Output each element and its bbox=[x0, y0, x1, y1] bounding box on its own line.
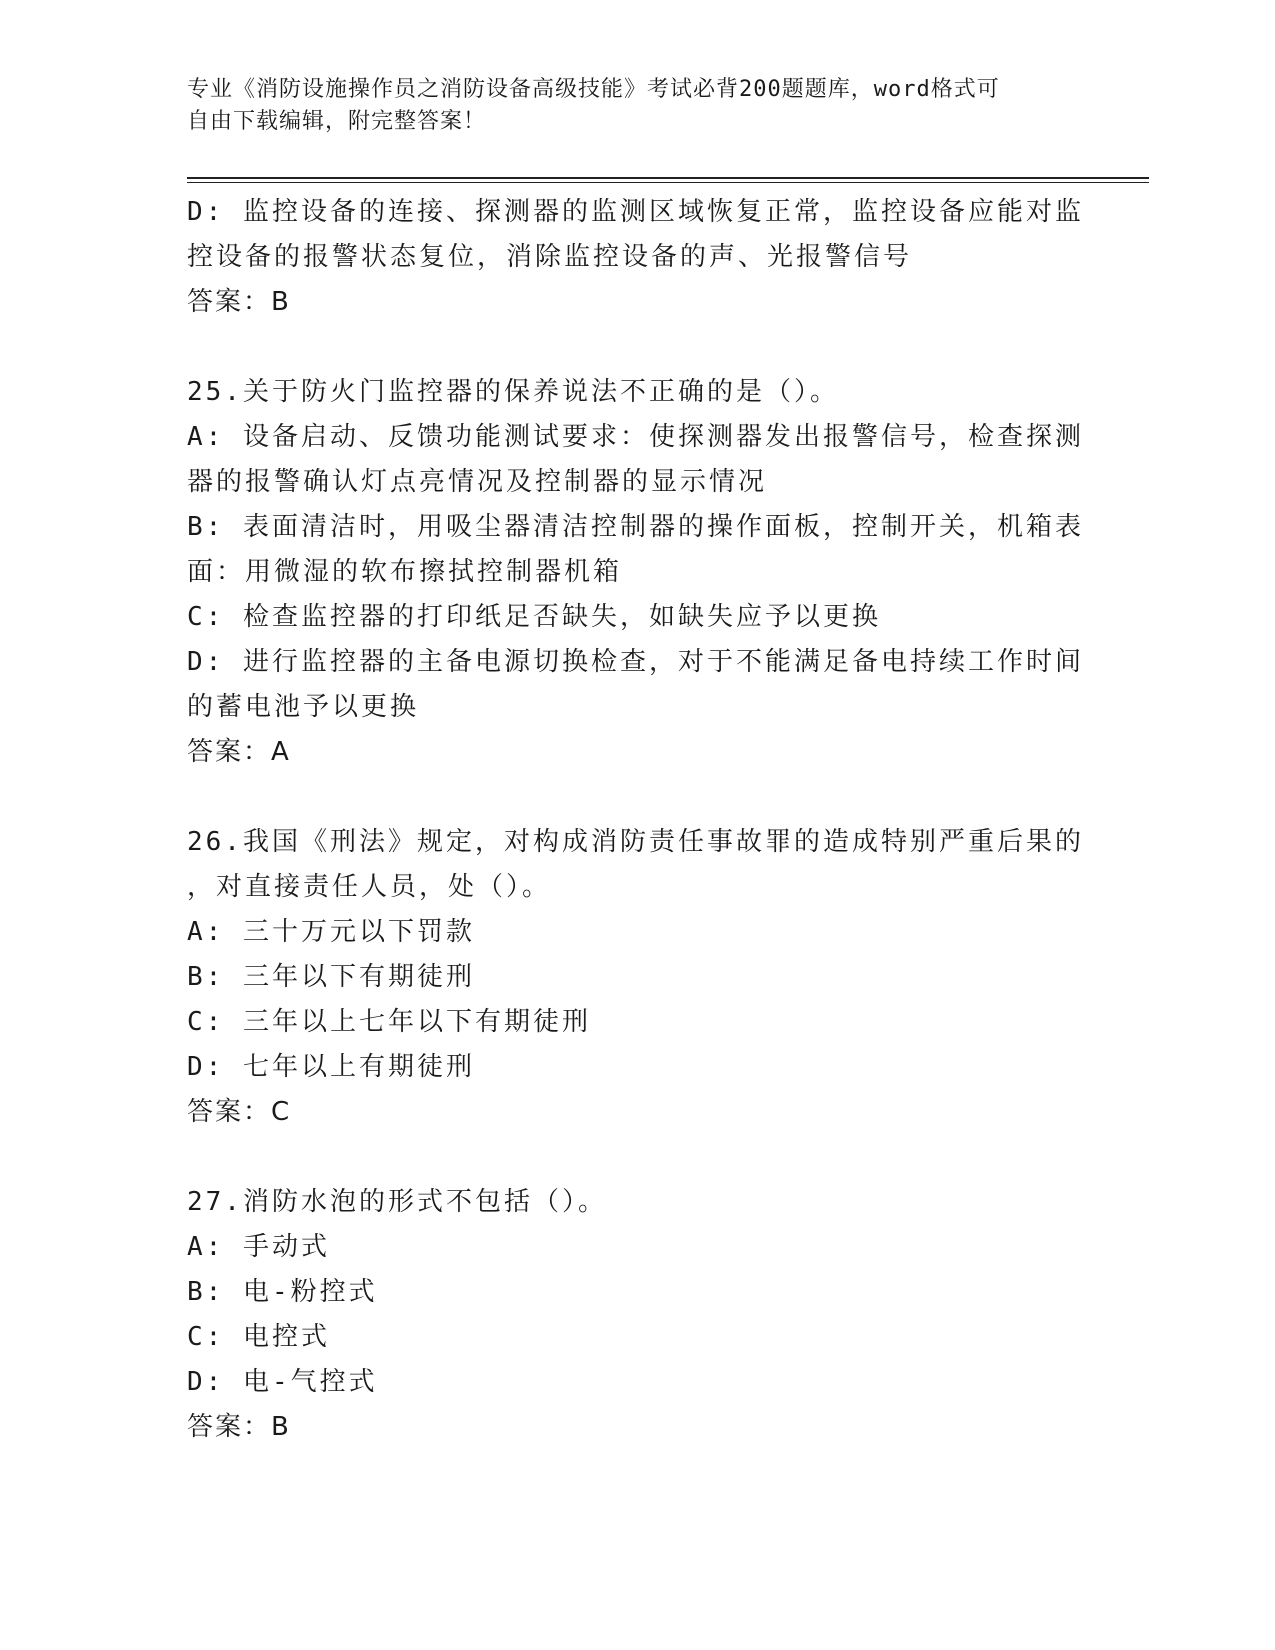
option-b-line-2: 面：用微湿的软布擦拭控制器机箱 bbox=[187, 557, 623, 587]
question-list bbox=[187, 190, 1087, 1450]
option-a-line-2: 器的报警确认灯点亮情况及控制器的显示情况 bbox=[187, 467, 768, 497]
answer-line: 答案：B bbox=[187, 287, 291, 317]
answer-line: 答案：C bbox=[187, 1097, 292, 1127]
header-line-1: 专业《消防设施操作员之消防设备高级技能》考试必背200题题库，word格式可 bbox=[187, 77, 1000, 102]
option-d-line-2: 控设备的报警状态复位，消除监控设备的声、光报警信号 bbox=[187, 242, 913, 272]
header-divider-thin bbox=[187, 182, 1149, 183]
question-25 bbox=[187, 370, 1087, 775]
header-divider-thick bbox=[187, 177, 1149, 179]
question-26 bbox=[187, 820, 1087, 1135]
spacer bbox=[187, 325, 1087, 370]
question-stem: 27.消防水泡的形式不包括（）。 bbox=[187, 1187, 607, 1217]
header-line-2: 自由下载编辑，附完整答案！ bbox=[187, 109, 487, 134]
option-d: D: 电-气控式 bbox=[187, 1367, 378, 1397]
answer-line: 答案：B bbox=[187, 1412, 291, 1442]
previous-question-tail bbox=[187, 190, 1087, 325]
option-b: B: 电-粉控式 bbox=[187, 1277, 378, 1307]
option-c: C: 三年以上七年以下有期徒刑 bbox=[187, 1007, 591, 1037]
option-d: D: 七年以上有期徒刑 bbox=[187, 1052, 475, 1082]
document-header bbox=[187, 74, 1067, 138]
question-stem-line-2: ，对直接责任人员，处（）。 bbox=[187, 872, 552, 902]
option-c: C: 检查监控器的打印纸足否缺失，如缺失应予以更换 bbox=[187, 602, 881, 632]
answer-line: 答案：A bbox=[187, 737, 291, 767]
option-d-line-2: 的蓄电池予以更换 bbox=[187, 692, 420, 722]
question-stem: 25.关于防火门监控器的保养说法不正确的是（）。 bbox=[187, 377, 839, 407]
question-27 bbox=[187, 1180, 1087, 1450]
spacer bbox=[187, 775, 1087, 820]
option-b: B: 三年以下有期徒刑 bbox=[187, 962, 475, 992]
option-d-line-1: D: 进行监控器的主备电源切换检查，对于不能满足备电持续工作时间 bbox=[187, 647, 1084, 677]
question-stem-line-1: 26.我国《刑法》规定，对构成消防责任事故罪的造成特别严重后果的 bbox=[187, 827, 1084, 857]
option-a-line-1: A: 设备启动、反馈功能测试要求：使探测器发出报警信号，检查探测 bbox=[187, 422, 1084, 452]
option-a: A: 三十万元以下罚款 bbox=[187, 917, 475, 947]
option-d-line-1: D: 监控设备的连接、探测器的监测区域恢复正常，监控设备应能对监 bbox=[187, 197, 1084, 227]
spacer bbox=[187, 1135, 1087, 1180]
option-b-line-1: B: 表面清洁时，用吸尘器清洁控制器的操作面板，控制开关，机箱表 bbox=[187, 512, 1084, 542]
option-a: A: 手动式 bbox=[187, 1232, 330, 1262]
option-c: C: 电控式 bbox=[187, 1322, 330, 1352]
